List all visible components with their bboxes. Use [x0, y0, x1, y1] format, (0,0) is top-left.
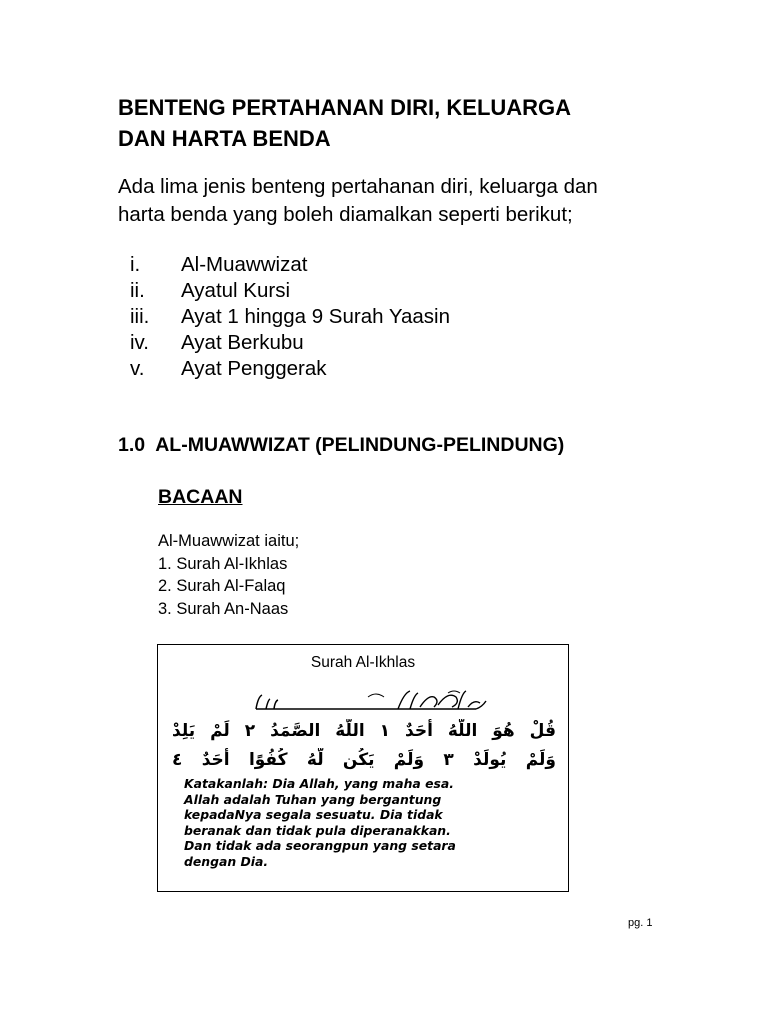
list-item: [130, 330, 450, 356]
arabic-verse-line-1: قُلْ هُوَ اللَّهُ أَحَدٌ ١ اللَّهُ الصَّمَدُ ٢ لَمْ يَلِدْ: [172, 721, 556, 741]
list-item-text: Ayat Penggerak: [181, 357, 327, 380]
translation-line: beranak dan tidak pula diperanakkan.: [184, 822, 451, 838]
arabic-verse-line-2: وَلَمْ يُولَدْ ٣ وَلَمْ يَكُن لَّهُ كُفُوًا أَحَدٌ ٤: [172, 750, 556, 770]
list-item-number: ii.: [130, 279, 145, 302]
defense-list: [130, 252, 450, 382]
translation-line: Katakanlah: Dia Allah, yang maha esa.: [184, 776, 454, 791]
list-item-text: Al-Muawwizat: [181, 253, 308, 276]
surah-ikhlas-figure: [157, 644, 569, 892]
translation-line: dengan Dia.: [184, 853, 269, 869]
figure-title: Surah Al-Ikhlas: [310, 654, 416, 671]
list-item-number: iv.: [130, 331, 149, 354]
list-item: [130, 252, 450, 278]
translation-line: Dan tidak ada seorangpun yang setara: [184, 838, 456, 854]
list-item-number: i.: [130, 253, 141, 276]
list-item: 3. Surah An-Naas: [158, 599, 289, 618]
intro-paragraph: [118, 173, 678, 229]
muawwizat-list: [158, 530, 299, 620]
section-heading: 1.0 AL-MUAWWIZAT (PELINDUNG-PELINDUNG): [118, 434, 565, 456]
list-item: [130, 278, 450, 304]
list-item: [130, 356, 450, 382]
list-item-number: v.: [130, 357, 145, 380]
document-title: [118, 92, 678, 154]
list-item-text: Ayat 1 hingga 9 Surah Yaasin: [181, 305, 450, 328]
list-item: [130, 304, 450, 330]
title-line-2: DAN HARTA BENDA: [118, 126, 331, 151]
page-number: pg. 1: [628, 917, 653, 929]
intro-line-2: harta benda yang boleh diamalkan seperti berikut;: [118, 203, 573, 226]
intro-line-1: Ada lima jenis benteng pertahanan diri, keluarga dan: [118, 175, 598, 198]
subheading-bacaan: BACAAN: [158, 486, 243, 508]
list-item: 2. Surah Al-Falaq: [158, 577, 286, 595]
list-item-text: Ayat Berkubu: [181, 331, 304, 354]
basmala-calligraphy: [248, 685, 498, 717]
translation-line: Allah adalah Tuhan yang bergantung: [184, 791, 442, 807]
list-item-number: iii.: [130, 305, 150, 328]
title-line-1: BENTENG PERTAHANAN DIRI, KELUARGA: [118, 95, 572, 120]
list-item: 1. Surah Al-Ikhlas: [158, 554, 288, 573]
list-item-text: Ayatul Kursi: [181, 279, 291, 302]
list-item: Al-Muawwizat iaitu;: [158, 532, 300, 550]
translation-line: kepadaNya segala sesuatu. Dia tidak: [184, 807, 443, 823]
translation-text: [184, 776, 554, 870]
